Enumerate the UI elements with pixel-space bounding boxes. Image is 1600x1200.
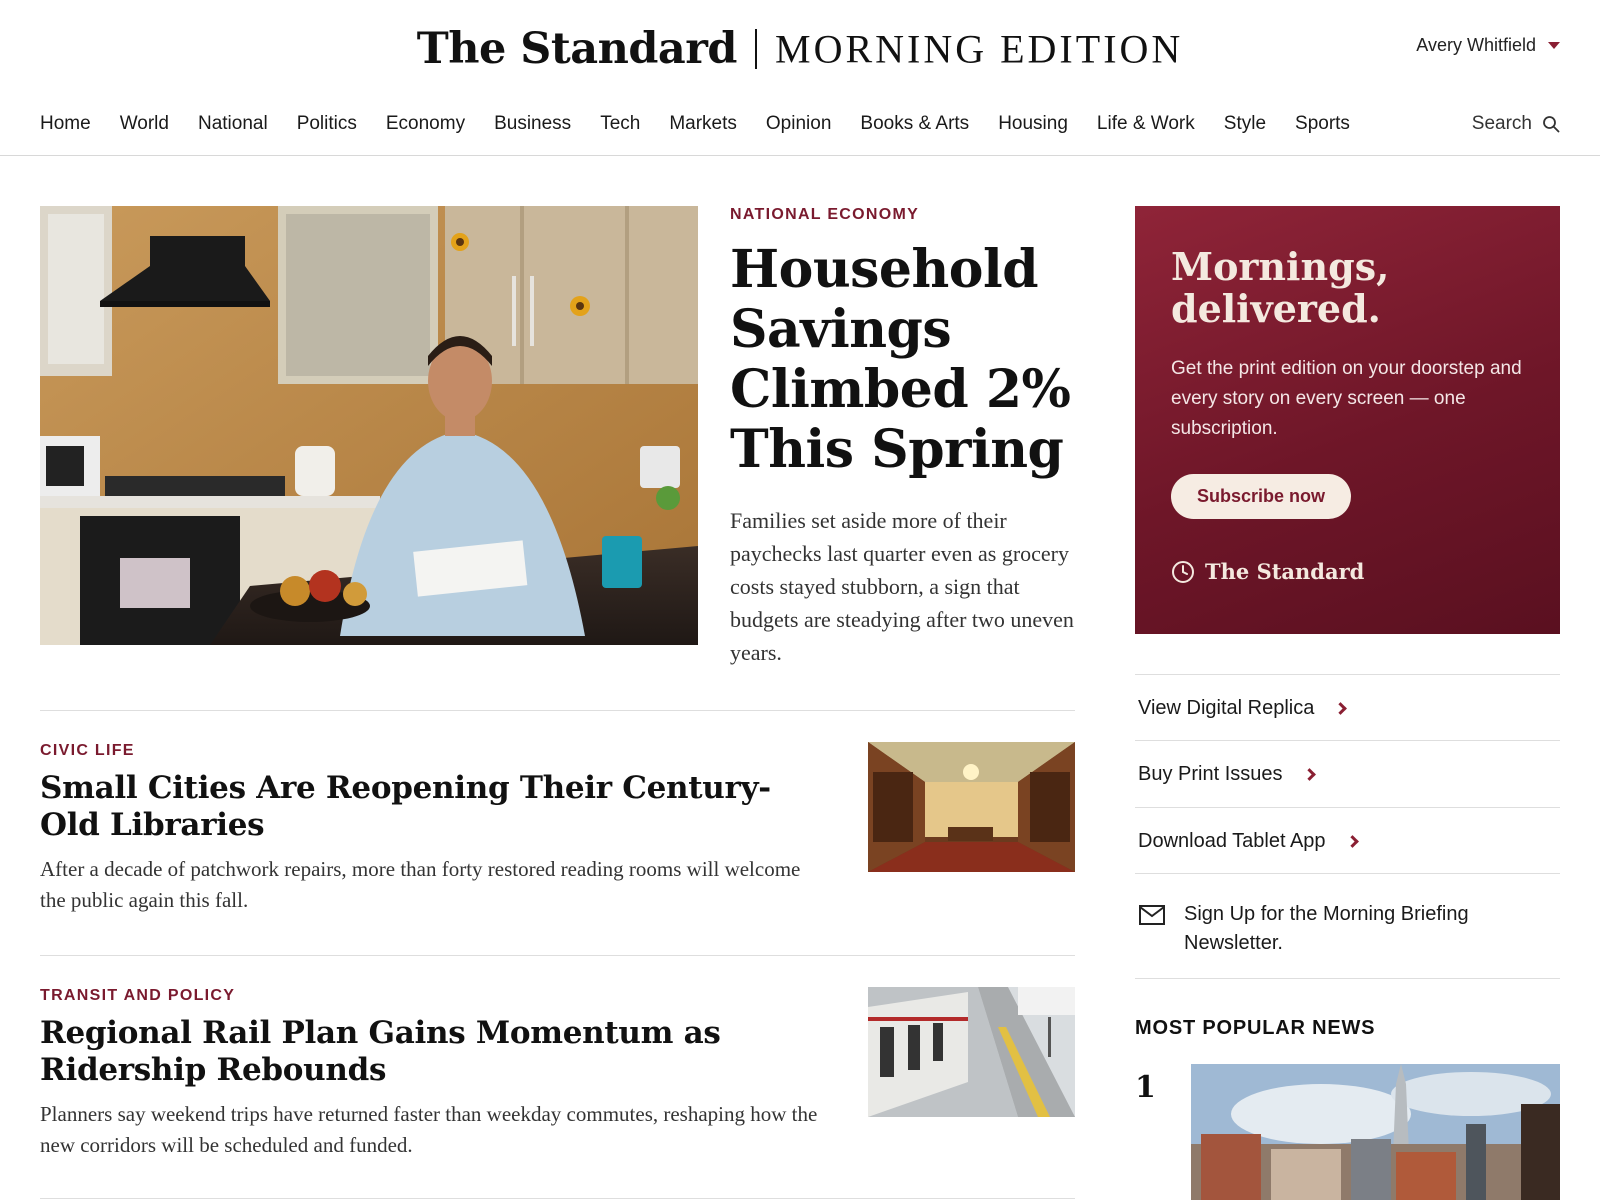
nav-item-tech[interactable]: Tech <box>600 113 641 134</box>
nav-item-business[interactable]: Business <box>494 113 572 134</box>
side-link-label: Buy Print Issues <box>1138 763 1283 785</box>
lead-headline[interactable]: Household Savings Climbed 2% This Spring <box>730 239 1071 480</box>
nav-item-style[interactable]: Style <box>1223 113 1267 134</box>
story-summary: Planners say weekend trips have returned faster than weekday commutes, reshaping how the new corridors will be scheduled and funded. <box>40 1102 818 1157</box>
story-kicker[interactable]: CIVIC LIFE <box>40 742 135 759</box>
popular-story-image[interactable] <box>1191 1064 1560 1200</box>
side-link-label: View Digital Replica <box>1138 697 1315 719</box>
most-popular-heading: MOST POPULAR NEWS <box>1135 1017 1376 1039</box>
edition-label: MORNING EDITION <box>775 26 1184 72</box>
buy-print-issues-link[interactable] <box>1135 740 1560 807</box>
nav-item-economy[interactable]: Economy <box>385 113 466 134</box>
search-icon <box>1542 115 1560 133</box>
promo-headline: Mornings, delivered. <box>1171 244 1390 331</box>
search-label: Search <box>1471 113 1532 134</box>
brand-name: The Standard <box>416 24 737 74</box>
promo-brand <box>1171 559 1524 584</box>
promo-brand-name: The Standard <box>1205 559 1365 584</box>
story-headline[interactable]: Regional Rail Plan Gains Momentum as Ridership Rebounds <box>40 1015 721 1088</box>
nav-item-national[interactable]: National <box>197 113 268 134</box>
story-thumbnail[interactable] <box>868 987 1075 1117</box>
subscribe-promo <box>1135 206 1560 634</box>
subscribe-button[interactable]: Subscribe now <box>1171 474 1351 519</box>
nav-item-opinion[interactable]: Opinion <box>765 113 832 134</box>
nav-item-politics[interactable]: Politics <box>296 113 357 134</box>
nav-item-home[interactable]: Home <box>40 113 91 134</box>
nav-list <box>40 113 1379 135</box>
account-name: Avery Whitfield <box>1416 35 1536 55</box>
side-link-label: Download Tablet App <box>1138 830 1326 852</box>
lead-kicker[interactable]: NATIONAL ECONOMY <box>730 206 920 223</box>
chevron-right-icon <box>1335 702 1348 715</box>
brand-divider <box>755 29 757 69</box>
story-thumbnail[interactable] <box>868 742 1075 872</box>
divider <box>40 1198 1075 1199</box>
mail-icon <box>1138 904 1166 926</box>
story-summary: After a decade of patchwork repairs, more than forty restored reading rooms will welcome the public again this fall. <box>40 857 801 912</box>
nav-item-life-work[interactable]: Life & Work <box>1096 113 1195 134</box>
story-headline[interactable]: Small Cities Are Reopening Their Century-Old Libraries <box>40 770 771 843</box>
account-menu[interactable] <box>1416 35 1560 56</box>
newsletter-signup-link[interactable] <box>1135 873 1560 979</box>
divider <box>40 955 1075 956</box>
chevron-right-icon <box>1346 835 1359 848</box>
section-nav <box>0 104 1600 156</box>
masthead <box>0 0 1600 100</box>
brand[interactable] <box>0 24 1600 74</box>
popular-rank: 1 <box>1135 1070 1156 1105</box>
nav-item-world[interactable]: World <box>119 113 169 134</box>
clock-icon <box>1171 560 1195 584</box>
lead-story-image[interactable] <box>40 206 698 645</box>
divider <box>40 710 1075 711</box>
promo-body: Get the print edition on your doorstep and every story on every screen — one subscription. <box>1171 358 1522 439</box>
story-kicker[interactable]: TRANSIT AND POLICY <box>40 987 236 1004</box>
nav-item-markets[interactable]: Markets <box>669 113 737 134</box>
nav-item-sports[interactable]: Sports <box>1295 113 1350 134</box>
caret-down-icon <box>1548 42 1560 49</box>
search-button[interactable] <box>1472 113 1560 135</box>
lead-summary: Families set aside more of their paychecks last quarter even as grocery costs stayed stubborn, a sign that budgets are steadying after two uneven years. <box>730 508 1074 665</box>
chevron-right-icon <box>1303 768 1316 781</box>
story-item <box>40 742 1075 916</box>
nav-item-books-arts[interactable]: Books & Arts <box>860 113 970 134</box>
lead-story <box>730 206 1080 669</box>
nav-item-housing[interactable]: Housing <box>998 113 1068 134</box>
download-tablet-app-link[interactable] <box>1135 807 1560 873</box>
story-item <box>40 987 1075 1161</box>
view-digital-replica-link[interactable] <box>1135 674 1560 740</box>
newsletter-label: Sign Up for the Morning Briefing Newsletter. <box>1184 903 1469 954</box>
